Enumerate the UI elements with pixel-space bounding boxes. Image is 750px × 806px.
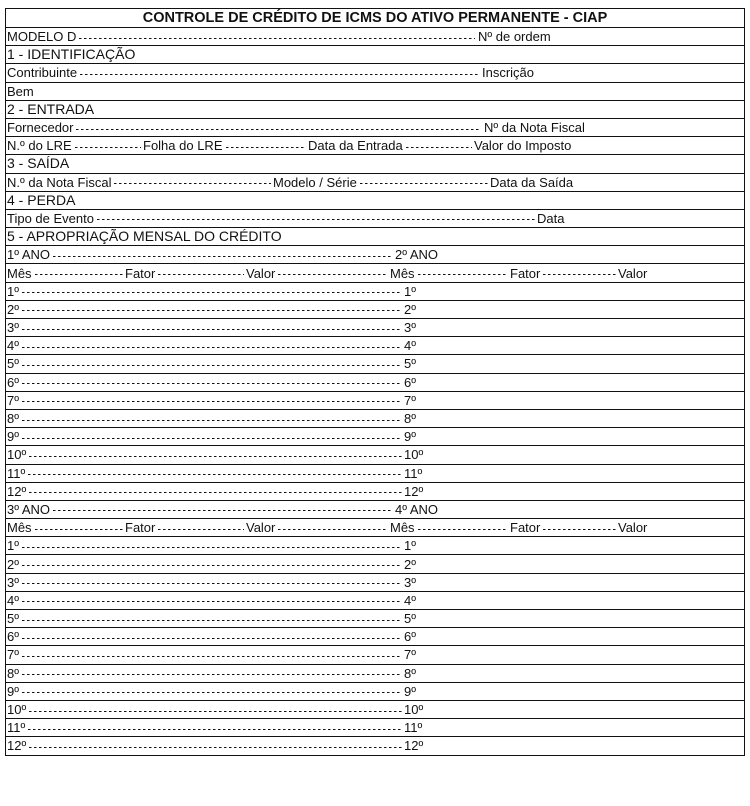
month-row — [6, 301, 744, 319]
month-left-label: 3º — [7, 574, 19, 590]
month-row — [6, 628, 744, 646]
month-row — [6, 283, 744, 301]
month-left-label: 6º — [7, 374, 19, 390]
bem-row — [6, 83, 744, 101]
month-left-label: 12º — [7, 483, 27, 499]
month-row — [6, 465, 744, 483]
mes-header: Mês — [7, 265, 32, 281]
dotted-fill — [28, 729, 402, 730]
month-right-label: 1º — [404, 283, 416, 299]
month-right-label: 3º — [404, 320, 416, 336]
dotted-fill — [22, 638, 402, 639]
dotted-fill — [53, 510, 393, 511]
saida-nota-label: N.º da Nota Fiscal — [7, 174, 112, 190]
month-right-label: 11º — [404, 720, 423, 736]
fator-header: Fator — [125, 265, 156, 281]
dotted-fill — [22, 420, 402, 421]
month-left-label: 2º — [7, 301, 19, 317]
dotted-fill — [158, 529, 244, 530]
month-row — [6, 483, 744, 501]
month-row — [6, 555, 744, 573]
month-left-label: 11º — [7, 720, 26, 736]
tipo-evento-label: Tipo de Evento — [7, 210, 94, 226]
month-left-label: 8º — [7, 665, 19, 681]
nota-fiscal-label: Nº da Nota Fiscal — [484, 120, 585, 136]
data-entrada-label: Data da Entrada — [308, 138, 403, 154]
month-row — [6, 737, 744, 755]
month-left-label: 9º — [7, 683, 19, 699]
dotted-fill — [22, 365, 402, 366]
dotted-fill — [22, 347, 402, 348]
data-saida-label: Data da Saída — [490, 174, 574, 190]
dotted-fill — [22, 583, 402, 584]
month-left-label: 6º — [7, 629, 19, 645]
mes-header: Mês — [7, 520, 32, 536]
dotted-fill — [75, 147, 141, 148]
column-header-row — [6, 519, 744, 537]
lre-label: N.º do LRE — [7, 138, 72, 154]
month-right-label: 6º — [404, 629, 416, 645]
dotted-fill — [35, 529, 123, 530]
month-left-label: 4º — [7, 592, 19, 608]
section-entrada — [6, 101, 744, 119]
dotted-fill — [22, 565, 402, 566]
contribuinte-row — [6, 64, 744, 82]
month-row — [6, 646, 744, 664]
column-header-row — [6, 264, 744, 282]
section-title: 2 - ENTRADA — [7, 100, 95, 117]
modelo-label: MODELO D — [7, 29, 77, 45]
section-title: 1 - IDENTIFICAÇÃO — [7, 46, 136, 63]
dotted-fill — [28, 474, 402, 475]
bem-label: Bem — [7, 83, 34, 99]
lre-row — [6, 137, 744, 155]
dotted-fill — [35, 274, 123, 275]
header-row — [6, 28, 744, 46]
month-left-label: 5º — [7, 611, 19, 627]
month-left-label: 4º — [7, 338, 19, 354]
month-left-label: 10º — [7, 447, 27, 463]
ciap-form — [5, 8, 745, 756]
month-left-label: 1º — [7, 538, 19, 554]
dotted-fill — [278, 529, 388, 530]
month-row — [6, 355, 744, 373]
month-left-label: 2º — [7, 556, 19, 572]
perda-data-label: Data — [537, 210, 565, 226]
dotted-fill — [226, 147, 307, 148]
section-identificacao — [6, 46, 744, 64]
month-row — [6, 665, 744, 683]
valor-imposto-label: Valor do Imposto — [474, 138, 572, 154]
dotted-fill — [543, 529, 616, 530]
month-row — [6, 337, 744, 355]
month-row — [6, 537, 744, 555]
month-right-label: 4º — [404, 338, 416, 354]
fator-header: Fator — [510, 265, 541, 281]
month-row — [6, 428, 744, 446]
dotted-fill — [29, 456, 402, 457]
month-right-label: 2º — [404, 301, 416, 317]
fator-header: Fator — [125, 520, 156, 536]
month-right-label: 8º — [404, 665, 416, 681]
year-left-label: 3º ANO — [7, 501, 51, 517]
month-left-label: 10º — [7, 702, 27, 718]
dotted-fill — [22, 656, 402, 657]
year-right-label: 2º ANO — [395, 247, 439, 263]
dotted-fill — [22, 692, 402, 693]
dotted-fill — [79, 38, 475, 39]
modelo-serie-label: Modelo / Série — [273, 174, 357, 190]
month-left-label: 11º — [7, 465, 26, 481]
valor-header: Valor — [618, 520, 648, 536]
dotted-fill — [406, 147, 472, 148]
dotted-fill — [97, 219, 535, 220]
ordem-label: Nº de ordem — [478, 29, 551, 45]
month-left-label: 3º — [7, 320, 19, 336]
dotted-fill — [22, 383, 402, 384]
month-right-label: 12º — [404, 483, 424, 499]
mes-header: Mês — [390, 520, 415, 536]
dotted-fill — [22, 547, 402, 548]
month-right-label: 4º — [404, 592, 416, 608]
dotted-fill — [29, 711, 402, 712]
month-right-label: 9º — [404, 429, 416, 445]
dotted-fill — [76, 129, 481, 130]
contribuinte-label: Contribuinte — [7, 65, 78, 81]
month-right-label: 5º — [404, 356, 416, 372]
section-perda — [6, 192, 744, 210]
section-title: 3 - SAÍDA — [7, 155, 70, 172]
month-left-label: 8º — [7, 411, 19, 427]
section-apropriacao — [6, 228, 744, 246]
dotted-fill — [29, 492, 402, 493]
month-left-label: 7º — [7, 647, 19, 663]
inscricao-label: Inscrição — [482, 65, 535, 81]
dotted-fill — [29, 747, 402, 748]
month-row — [6, 719, 744, 737]
section-title: 4 - PERDA — [7, 191, 76, 208]
mes-header: Mês — [390, 265, 415, 281]
dotted-fill — [360, 183, 488, 184]
month-right-label: 8º — [404, 411, 416, 427]
perda-row — [6, 210, 744, 228]
month-right-label: 7º — [404, 647, 416, 663]
year-row — [6, 246, 744, 264]
dotted-fill — [543, 274, 616, 275]
month-row — [6, 701, 744, 719]
month-row — [6, 410, 744, 428]
month-left-label: 12º — [7, 738, 27, 754]
fornecedor-label: Fornecedor — [7, 120, 74, 136]
year-row — [6, 501, 744, 519]
year-left-label: 1º ANO — [7, 247, 51, 263]
month-left-label: 1º — [7, 283, 19, 299]
dotted-fill — [22, 601, 402, 602]
month-right-label: 3º — [404, 574, 416, 590]
valor-header: Valor — [246, 520, 276, 536]
dotted-fill — [278, 274, 388, 275]
fator-header: Fator — [510, 520, 541, 536]
month-row — [6, 392, 744, 410]
dotted-fill — [114, 183, 271, 184]
section-saida — [6, 155, 744, 173]
dotted-fill — [22, 401, 402, 402]
fornecedor-row — [6, 119, 744, 137]
dotted-fill — [418, 274, 508, 275]
month-right-label: 10º — [404, 702, 424, 718]
form-title: CONTROLE DE CRÉDITO DE ICMS DO ATIVO PERMANENTE - CIAP — [6, 9, 744, 28]
month-right-label: 2º — [404, 556, 416, 572]
dotted-fill — [418, 529, 508, 530]
year-block-1 — [6, 246, 744, 501]
month-row — [6, 374, 744, 392]
dotted-fill — [53, 256, 393, 257]
valor-header: Valor — [246, 265, 276, 281]
month-row — [6, 446, 744, 464]
dotted-fill — [22, 674, 402, 675]
folha-label: Folha do LRE — [143, 138, 223, 154]
dotted-fill — [158, 274, 244, 275]
month-row — [6, 319, 744, 337]
month-right-label: 5º — [404, 611, 416, 627]
dotted-fill — [22, 438, 402, 439]
dotted-fill — [22, 329, 402, 330]
month-right-label: 9º — [404, 683, 416, 699]
month-row — [6, 683, 744, 701]
month-row — [6, 592, 744, 610]
valor-header: Valor — [618, 265, 648, 281]
month-left-label: 9º — [7, 429, 19, 445]
month-right-label: 7º — [404, 392, 416, 408]
month-right-label: 6º — [404, 374, 416, 390]
year-right-label: 4º ANO — [395, 501, 439, 517]
section-title: 5 - APROPRIAÇÃO MENSAL DO CRÉDITO — [7, 228, 282, 245]
month-right-label: 10º — [404, 447, 424, 463]
month-right-label: 11º — [404, 465, 423, 481]
dotted-fill — [22, 620, 402, 621]
month-row — [6, 610, 744, 628]
month-right-label: 12º — [404, 738, 424, 754]
month-left-label: 5º — [7, 356, 19, 372]
dotted-fill — [22, 292, 402, 293]
month-row — [6, 574, 744, 592]
saida-row — [6, 174, 744, 192]
dotted-fill — [22, 310, 402, 311]
month-left-label: 7º — [7, 392, 19, 408]
month-right-label: 1º — [404, 538, 416, 554]
year-block-2 — [6, 501, 744, 756]
dotted-fill — [80, 74, 480, 75]
